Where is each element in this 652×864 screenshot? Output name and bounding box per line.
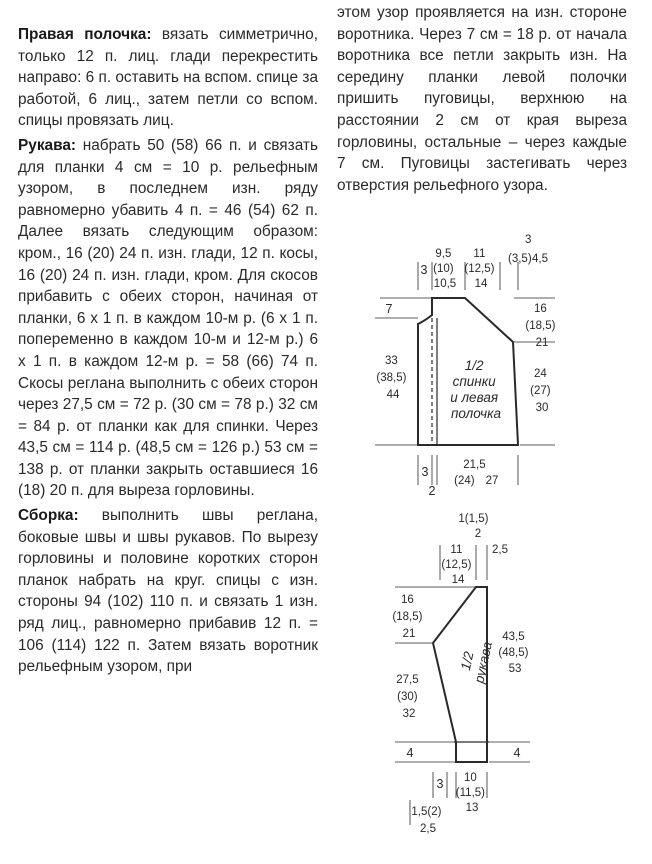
sleeve-top-right: 2,5 <box>492 544 508 556</box>
sleeve-top-width: 11 (12,5) 14 <box>441 544 472 586</box>
body-bottom-c: 21,5 (24) 27 <box>454 459 499 487</box>
body-left-small: 7 <box>385 302 393 316</box>
body-left-height: 33 (38,5) 44 <box>376 355 407 401</box>
sleeve-top: 1(1,5) 2 <box>458 513 489 540</box>
body-bottom-b: 2 <box>428 484 436 498</box>
body-right-top: 16 (18,5) 21 <box>525 303 556 349</box>
sleeve-cuff-right: 4 <box>513 746 521 760</box>
body-title: 1/2 спинки и левая полочка <box>450 358 502 421</box>
sleeve-left-mid: 27,5 (30) 32 <box>396 674 419 720</box>
sleeve-title: 1/2 рукава <box>457 640 495 685</box>
text-right-front: вязать симметрично, только 12 п. лиц. глади перекрестить направо: 6 п. оставить на вспом. спице за работой, 6 лиц., затем петли со вспом. спицы провязать лиц. <box>18 26 318 130</box>
heading-assembly: Сборка: <box>18 507 79 525</box>
body-top-c: 11 (12,5) 14 <box>464 248 495 290</box>
text-assembly: выполнить швы реглана, боковые швы и швы рукавов. По вырезу горловины и половине коротких сторон планок набрать на круг. спицы с изн. стороны 94 (102) 110 п. и связать 1 изн. ряд лиц., равномерно прибавив 12 п. = 106 (114) 122 п. Затем вязать воротник рельефным узором, при <box>18 507 318 676</box>
body-right-bottom: 24 (27) 30 <box>530 368 551 414</box>
heading-right-front: Правая полочка: <box>18 26 152 43</box>
text-sleeves: набрать 50 (58) 66 п. и связать для планки 4 см = 10 р. рельефным узором, в последнем изн. ряду равномерно убавить 4 п. = 46 (54) 62 п. Далее вязать следующим образом: кром., 16 (20) 24 п. изн. глади, 12 п. косы, 16 (20) 24 п. изн. глади, кром. Для скосов прибавить с обеих сторон, начиная от планки, 6 х 1 п. в каждом 10-м р. (6 х 1 п. попеременно в каждом 10-м и 12-м р.) 6 х 1 п. в каждом 12-м р. = 58 (66) 74 п. Скосы реглана выполнить с обеих сторон через 27,5 см = 72 р. (30 см = 78 р.) 32 см = 84 р. от планки как для спинки. Через 43,5 см = 114 р. (48,5 см = 126 р.) 53 см = 138 р. от планки закрыть оставшиеся 16 (18) 20 п. для выреза горловины. <box>18 136 318 500</box>
sleeve-right-length: 43,5 (48,5) 53 <box>498 631 529 675</box>
body-top-a: 3 <box>420 263 428 277</box>
sleeve-bottom-b: 10 (11,5) 13 <box>455 772 485 814</box>
paragraph-collar-continued: этом узор проявляется на изн. стороне воротника. Через 7 см = 18 р. от начала воротника все петли закрыть изн. На середину планки левой полочки пришить пуговицы, верхнюю на расстоянии 2 см от края выреза горловины, остальные – через каждые 7 см. Пуговицы застегивать через отверстия рельефного узора. <box>337 4 627 194</box>
sleeve-cuff-left: 4 <box>406 746 414 760</box>
heading-sleeves: Рукава: <box>18 136 77 154</box>
body-top-b: 9,5 (10) 10,5 <box>433 248 457 290</box>
sleeve-left-top: 16 (18,5) 21 <box>392 594 423 640</box>
body-top-d: 3 (3,5) 4,5 <box>508 234 548 265</box>
sleeve-bottom-c: 1,5(2) 2,5 <box>411 806 442 835</box>
sleeve-bottom-a: 3 <box>436 777 444 791</box>
body-bottom-a: 3 <box>421 465 429 479</box>
